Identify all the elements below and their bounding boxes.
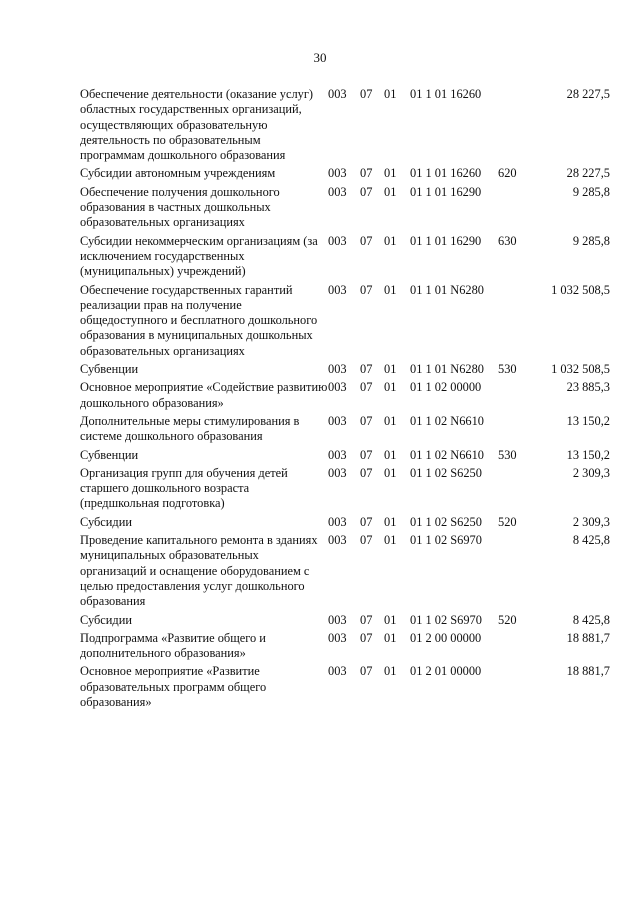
table-row (80, 87, 610, 163)
row-expense-type (498, 280, 538, 359)
row-amount: 1 032 508,5 (551, 362, 610, 377)
row-subsection-code: 01 (384, 380, 397, 395)
row-target-article: 01 2 01 00000 (410, 664, 482, 679)
row-amount: 2 309,3 (572, 465, 610, 480)
row-target-article: 01 1 01 16290 (410, 184, 482, 199)
table-row (80, 530, 610, 609)
row-name: Субсидии (80, 612, 132, 627)
row-subsection-code: 01 (384, 533, 397, 548)
row-section-code: 07 (360, 413, 373, 428)
row-subsection-code: 01 (384, 664, 397, 679)
row-target-article: 01 1 01 16290 (410, 233, 482, 248)
row-target-article: 01 1 02 S6970 (410, 533, 482, 548)
table-row (80, 512, 610, 530)
row-admin-code: 003 (328, 166, 347, 181)
table-row (80, 411, 610, 445)
budget-table (80, 87, 610, 710)
table-row (80, 445, 610, 463)
row-amount: 9 285,8 (572, 184, 610, 199)
row-target-article: 01 1 01 N6280 (410, 282, 484, 297)
row-admin-code: 003 (328, 447, 347, 462)
row-expense-type (498, 661, 538, 710)
row-admin-code: 003 (328, 612, 347, 627)
row-amount: 28 227,5 (566, 87, 610, 101)
row-amount: 18 881,7 (566, 664, 610, 679)
row-section-code: 07 (360, 612, 373, 627)
row-subsection-code: 01 (384, 612, 397, 627)
row-target-article: 01 1 01 16260 (410, 87, 482, 101)
row-name: Субвенции (80, 362, 139, 377)
row-section-code: 07 (360, 630, 373, 645)
row-subsection-code: 01 (384, 514, 397, 529)
row-expense-type: 530 (498, 362, 517, 377)
row-expense-type (498, 182, 538, 231)
row-admin-code: 003 (328, 282, 347, 297)
table-row (80, 359, 610, 377)
row-section-code: 07 (360, 380, 373, 395)
row-amount: 13 150,2 (566, 413, 610, 428)
row-expense-type: 520 (498, 612, 517, 627)
row-amount: 28 227,5 (566, 166, 610, 181)
row-expense-type (498, 87, 538, 163)
row-subsection-code: 01 (384, 184, 397, 199)
table-row (80, 628, 610, 662)
row-section-code: 07 (360, 282, 373, 297)
row-subsection-code: 01 (384, 362, 397, 377)
row-amount: 18 881,7 (566, 630, 610, 645)
row-section-code: 07 (360, 362, 373, 377)
row-section-code: 07 (360, 514, 373, 529)
table-row (80, 463, 610, 512)
row-target-article: 01 2 00 00000 (410, 630, 482, 645)
row-admin-code: 003 (328, 533, 347, 548)
table-row (80, 661, 610, 710)
row-admin-code: 003 (328, 233, 347, 248)
row-admin-code: 003 (328, 362, 347, 377)
row-subsection-code: 01 (384, 87, 397, 101)
row-name: Субсидии некоммерческим организациям (за исключением государственных (муниципальных) учреждений) (80, 233, 318, 279)
row-amount: 1 032 508,5 (551, 282, 610, 297)
row-name: Субсидии автономным учреждениям (80, 166, 276, 181)
row-section-code: 07 (360, 87, 373, 101)
row-expense-type: 620 (498, 166, 517, 181)
row-amount: 8 425,8 (572, 612, 610, 627)
row-subsection-code: 01 (384, 233, 397, 248)
row-target-article: 01 1 02 S6970 (410, 612, 482, 627)
row-amount: 23 885,3 (566, 380, 610, 395)
row-name: Подпрограмма «Развитие общего и дополнительного образования» (80, 630, 266, 661)
row-target-article: 01 1 01 16260 (410, 166, 482, 181)
row-section-code: 07 (360, 233, 373, 248)
row-target-article: 01 1 02 N6610 (410, 447, 484, 462)
row-amount: 9 285,8 (572, 233, 610, 248)
row-subsection-code: 01 (384, 465, 397, 480)
table-row (80, 231, 610, 280)
row-expense-type (498, 411, 538, 445)
row-expense-type (498, 377, 538, 411)
row-name: Организация групп для обучения детей старшего дошкольного возраста (предшкольная подготовка) (80, 465, 288, 511)
row-name: Основное мероприятие «Развитие образовательных программ общего образования» (80, 664, 267, 709)
row-expense-type (498, 628, 538, 662)
row-expense-type: 630 (498, 233, 517, 248)
row-admin-code: 003 (328, 413, 347, 428)
row-amount: 13 150,2 (566, 447, 610, 462)
row-section-code: 07 (360, 664, 373, 679)
row-name: Обеспечение государственных гарантий реализации прав на получение общедоступного и бесплатного дошкольного образования в муниципальных дошкольных образовательных организациях (80, 282, 318, 358)
row-target-article: 01 1 02 N6610 (410, 413, 484, 428)
row-expense-type: 520 (498, 514, 517, 529)
table-row (80, 377, 610, 411)
row-subsection-code: 01 (384, 447, 397, 462)
row-admin-code: 003 (328, 514, 347, 529)
row-admin-code: 003 (328, 630, 347, 645)
row-admin-code: 003 (328, 380, 347, 395)
row-target-article: 01 1 02 S6250 (410, 465, 482, 480)
row-name: Обеспечение деятельности (оказание услуг) областных государственных организаций, осуществляющих образовательную деятельность по образовательным программам дошкольного образования (80, 87, 314, 163)
row-admin-code: 003 (328, 87, 347, 101)
row-subsection-code: 01 (384, 413, 397, 428)
row-amount: 8 425,8 (572, 533, 610, 548)
row-target-article: 01 1 02 S6250 (410, 514, 482, 529)
row-subsection-code: 01 (384, 630, 397, 645)
row-subsection-code: 01 (384, 166, 397, 181)
row-name: Основное мероприятие «Содействие развитию дошкольного образования» (80, 380, 328, 410)
row-admin-code: 003 (328, 465, 347, 480)
table-row (80, 280, 610, 359)
row-name: Дополнительные меры стимулирования в системе дошкольного образования (80, 413, 300, 444)
row-section-code: 07 (360, 166, 373, 181)
row-section-code: 07 (360, 533, 373, 548)
row-expense-type (498, 530, 538, 609)
row-expense-type: 530 (498, 447, 517, 462)
table-row (80, 610, 610, 628)
row-target-article: 01 1 01 N6280 (410, 362, 484, 377)
row-section-code: 07 (360, 184, 373, 199)
page-number: 30 (313, 50, 327, 65)
table-row (80, 163, 610, 181)
row-name: Субсидии (80, 514, 132, 529)
row-name: Субвенции (80, 447, 139, 462)
row-admin-code: 003 (328, 664, 347, 679)
row-expense-type (498, 463, 538, 512)
row-amount: 2 309,3 (572, 514, 610, 529)
row-name: Обеспечение получения дошкольного образования в частных дошкольных образовательных организациях (80, 184, 280, 230)
row-name: Проведение капитального ремонта в зданиях муниципальных образовательных организаций и оснащение оборудованием с целью предоставления услуг дошкольного образования (80, 533, 318, 609)
row-target-article: 01 1 02 00000 (410, 380, 482, 395)
table-row (80, 182, 610, 231)
row-subsection-code: 01 (384, 282, 397, 297)
row-section-code: 07 (360, 465, 373, 480)
row-section-code: 07 (360, 447, 373, 462)
row-admin-code: 003 (328, 184, 347, 199)
